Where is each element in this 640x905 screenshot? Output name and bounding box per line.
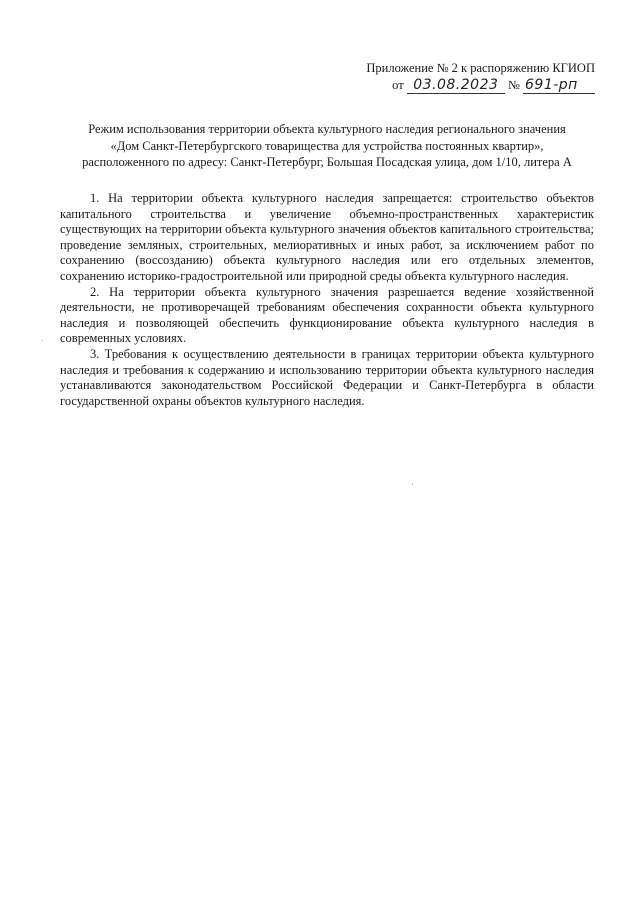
title-line-3: расположенного по адресу: Санкт-Петербург, Большая Посадская улица, дом 1/10, литера А xyxy=(82,155,572,169)
scan-speck xyxy=(412,484,413,485)
title-line-1: Режим использования территории объекта культурного наследия регионального значения xyxy=(88,122,566,136)
from-prefix: от xyxy=(392,78,404,92)
handwritten-date: 03.08.2023 xyxy=(407,78,505,94)
document-title xyxy=(60,121,594,171)
paragraph-3: 3. Требования к осуществлению деятельности в границах территории объекта культурного наследия и требования к содержанию и использованию территории объекта культурного наследия устанавливаются законодательством Российской Федерации и Санкт-Петербурга в области государственной охраны объектов культурного наследия. xyxy=(60,346,594,408)
appendix-reference: Приложение № 2 к распоряжению КГИОП xyxy=(366,61,595,75)
paragraph-1: 1. На территории объекта культурного наследия запрещается: строительство объектов капитального строительства и увеличение объемно-пространственных характеристик существующих на территории объекта культурного значения объектов капитального строительства; проведение земляных, строительных, мелиоративных и иных работ, за исключением работ по сохранению (воссозданию) объекта культурного наследия или его отдельных элементов, сохранению историко-градостроительной или природной среды объекта культурного наследия. xyxy=(60,191,594,283)
order-date-number-line xyxy=(335,76,595,94)
paragraph-2: 2. На территории объекта культурного значения разрешается ведение хозяйственной деятельности, не противоречащей требованиям обеспечения сохранности объекта культурного наследия и позволяющей обеспечить функционирование объекта культурного наследия в современных условиях. xyxy=(60,284,594,346)
scan-speck xyxy=(42,340,43,341)
title-line-2: «Дом Санкт-Петербургского товарищества для устройства постоянных квартир», xyxy=(110,138,544,153)
handwritten-order-number: 691-рп xyxy=(523,78,595,94)
number-sign: № xyxy=(507,78,520,92)
document-body xyxy=(60,191,594,409)
